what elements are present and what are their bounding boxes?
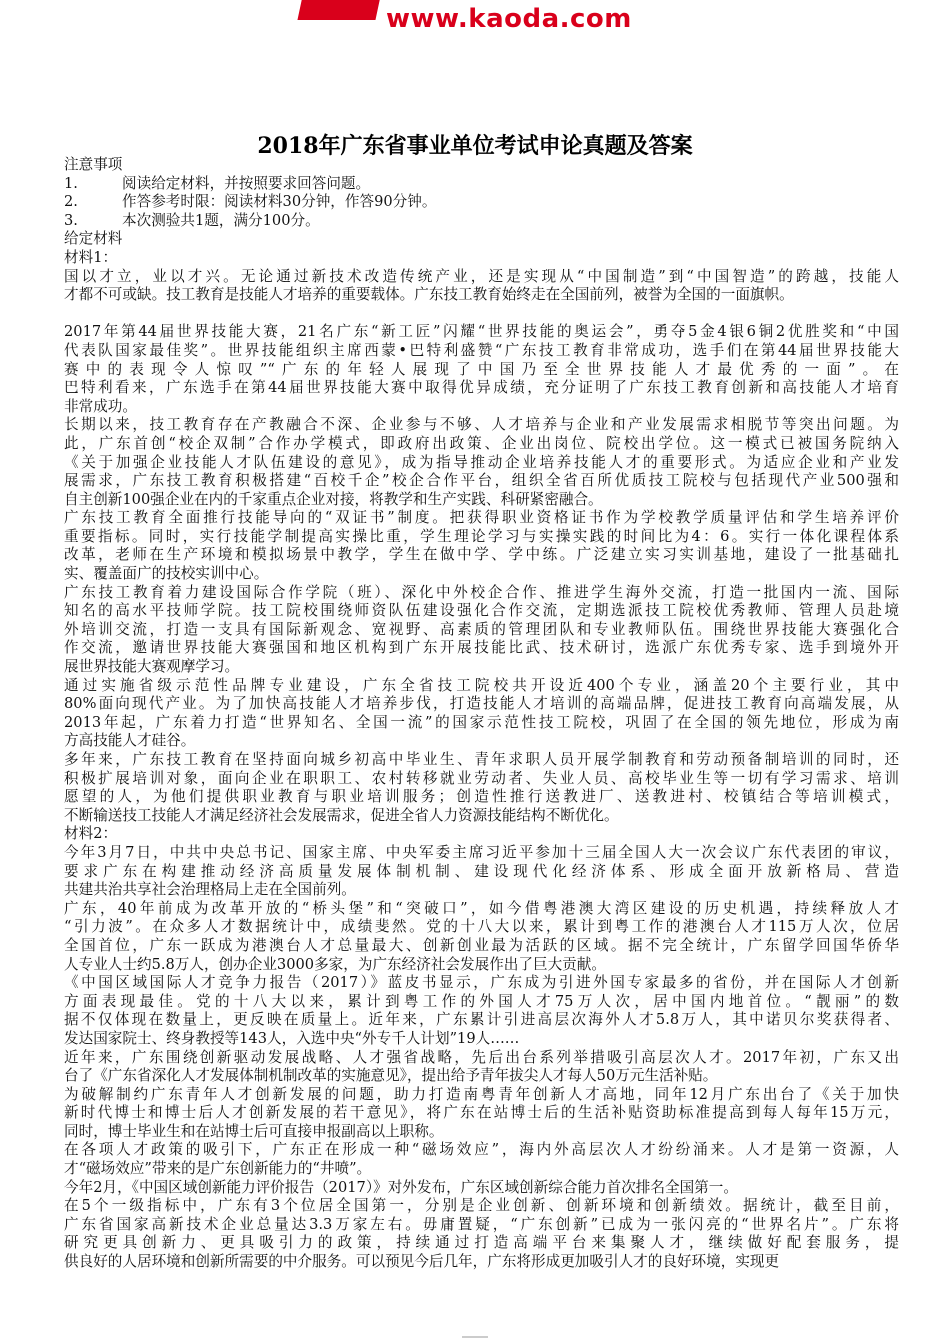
text-line: 才“磁场效应”带来的是广东创新能力的“井喷”。 xyxy=(64,1160,372,1178)
notice-item-number: 3. xyxy=(64,211,78,229)
text-line: 积极扩展培训对象，面向企业在职职工、农村转移就业劳动者、失业人员、高校毕业生等一切有学习需求、培训 xyxy=(64,769,899,787)
text-line: 广东技工教育着力建设国际合作学院（班）、深化中外校企合作、推进学生海外交流，打造一批国内一流、国际 xyxy=(64,583,899,601)
logo-mark xyxy=(297,0,380,20)
text-line: 人专业人士约5.8万人，创办企业3000多家，为广东经济社会发展作出了巨大贡献。 xyxy=(64,955,606,973)
text-line: 在各项人才政策的吸引下，广东正在形成一种“磁场效应”，海内外高层次人才纷纷涌来。人才是第一资源，人 xyxy=(64,1141,899,1159)
text-line: 要求广东在构建推动经济高质量发展体制机制、建设现代化经济体系、形成全面开放新格局、营造 xyxy=(64,862,899,880)
text-line: 改革，老师在生产环境和模拟场景中教学，学生在做中学、学中练。广泛建立实习实训基地，建设了一批基础扎 xyxy=(64,546,899,564)
text-line: 共建共治共享社会治理格局上走在全国前列。 xyxy=(64,881,356,899)
text-line: 非常成功。 xyxy=(64,397,137,415)
notice-heading: 注意事项 xyxy=(64,156,123,173)
text-line: 方高技能人才硅谷。 xyxy=(64,732,196,750)
m2-paragraph-8 xyxy=(64,1197,899,1271)
text-line: 《关于加强企业技能人才队伍建设的意见》，成为指导推动企业培养技能人才的重要形式。为适应企业和产业发 xyxy=(64,453,899,471)
m2-paragraph-3 xyxy=(64,974,899,1048)
notice-item-text: 作答参考时限：阅读材料30分钟，作答90分钟。 xyxy=(122,193,437,211)
text-line: 巴特利看来，广东选手在第44届世界技能大赛中取得优异成绩，充分证明了广东技工教育创新和高技能人才培育 xyxy=(64,379,899,397)
text-line: 实、覆盖面广的技校实训中心。 xyxy=(64,565,269,583)
text-line: 2013年起，广东着力打造“世界知名、全国一流”的国家示范性技工院校，巩固了在全国的领先地位，形成为南 xyxy=(64,713,899,731)
text-line: 展需求，广东技工教育积极搭建“百校千企”校企合作平台，组织全省百所优质技工院校与包括现代产业500强和 xyxy=(64,472,899,490)
page-footer-mark xyxy=(462,1336,488,1338)
text-line: 展世界技能大赛观摩学习。 xyxy=(64,658,240,676)
text-line: 发达国家院士、终身教授等143人，入选中央“外专千人计划”19人…… xyxy=(64,1029,520,1047)
m1-paragraph-3 xyxy=(64,416,899,509)
text-line: 方面表现最佳。党的十八大以来，累计到粤工作的外国人才75万人次，居中国内地首位。“靓丽”的数 xyxy=(64,992,899,1010)
m2-paragraph-6 xyxy=(64,1141,899,1178)
notice-item-number: 2. xyxy=(64,193,78,211)
text-line: “引力波”。在众多人才数据统计中，成绩斐然。党的十八大以来，累计到粤工作的港澳台人才115万人次，位居 xyxy=(64,918,899,936)
notice-item-text: 阅读给定材料，并按照要求回答问题。 xyxy=(122,174,371,192)
text-line: 外培训交流，打造一支具有国际新观念、宽视野、高素质的管理团队和专业教师队伍。围绕世界技能大赛强化合 xyxy=(64,620,899,638)
material-2-heading: 材料2： xyxy=(64,825,118,843)
text-line: 此，广东首创“校企双制”合作办学模式，即政府出政策、企业出岗位、院校出学位。这一模式已被国务院纳入 xyxy=(64,434,899,452)
text-line: 新时代博士和博士后人才创新发展的若干意见》，将广东在站博士后的生活补贴资助标准提高到每人每年15万元， xyxy=(64,1104,899,1122)
m1-paragraph-5 xyxy=(64,584,899,677)
text-line: 据不仅体现在数量上，更反映在质量上。近年来，广东累计引进高层次海外人才5.8万人，其中诺贝尔奖获得者、 xyxy=(64,1011,899,1029)
m1-paragraph-7 xyxy=(64,751,899,825)
text-line: 供良好的人居环境和创新所需要的中介服务。可以预见今后几年，广东将形成更加吸引人才的良好环境，实现更 xyxy=(64,1253,780,1271)
text-line: 全国首位，广东一跃成为港澳台人才总量最大、创新创业最为活跃的区域。据不完全统计，广东留学回国华侨华 xyxy=(64,936,899,954)
text-line: 不断输送技工技能人才满足经济社会发展需求，促进全省人力资源技能结构不断优化。 xyxy=(64,806,619,824)
paragraph-gap xyxy=(64,305,899,324)
text-line: 为破解制约广东青年人才创新发展的问题，助力打造南粤青年创新人才高地，同年12月广东出台了《关于加快 xyxy=(64,1085,899,1103)
notice-item xyxy=(64,212,899,231)
document-body xyxy=(64,156,899,1272)
notice-item-number: 1. xyxy=(64,174,78,192)
text-line: 《中国区域国际人才竞争力报告（2017）》蓝皮书显示，广东成为引进外国专家最多的省份，并在国际人才创新 xyxy=(64,974,899,992)
text-line: 赛中的表现令人惊叹”“广东的年轻人展现了中国乃至全世界技能人才最优秀的一面”。在 xyxy=(64,360,899,378)
text-line: 作交流，邀请世界技能大赛强国和地区机构到广东开展技能比武、技术研讨，选派广东优秀专家、选手到境外开 xyxy=(64,639,899,657)
text-line: 才都不可或缺。技工教育是技能人才培养的重要载体。广东技工教育始终走在全国前列，被誉为全国的一面旗帜。 xyxy=(64,286,794,304)
text-line: 广东省国家高新技术企业总量达3.3万家左右。毋庸置疑，“广东创新”已成为一张闪亮的“世界名片”。广东将 xyxy=(64,1215,899,1233)
m2-paragraph-4 xyxy=(64,1049,899,1086)
text-line: 在5个一级指标中，广东有3个位居全国第一，分别是企业创新、创新环境和创新绩效。据统计，截至目前， xyxy=(64,1197,899,1215)
text-line: 重要指标。同时，实行技能学制提高实操比重，学生理论学习与实操实践的时间比为4：6。实行一体化课程体系 xyxy=(64,527,899,545)
text-line: 今年3月7日，中共中央总书记、国家主席、中央军委主席习近平参加十三届全国人大一次会议广东代表团的审议， xyxy=(64,843,899,861)
text-line: 2017年第44届世界技能大赛，21名广东“新工匠”闪耀“世界技能的奥运会”，勇夺5金4银6铜2优胜奖和“中国 xyxy=(64,323,899,341)
text-line: 台了《广东省深化人才发展体制机制改革的实施意见》，提出给予青年拔尖人才每人50万元生活补贴。 xyxy=(64,1067,718,1085)
text-line: 研究更具创新力、更具吸引力的政策，持续通过打造高端平台来集聚人才，继续做好配套服务，提 xyxy=(64,1234,899,1252)
given-materials-heading: 给定材料 xyxy=(64,230,123,248)
text-line: 通过实施省级示范性品牌专业建设，广东全省技工院校共开设近400个专业，涵盖20个主要行业，其中 xyxy=(64,676,899,694)
text-line: 长期以来，技工教育存在产教融合不深、企业参与不够、人才培养与企业和产业发展需求相脱节等突出问题。为 xyxy=(64,416,899,434)
text-line: 自主创新100强企业在内的千家重点企业对接，将教学和生产实践、科研紧密融合。 xyxy=(64,490,603,508)
text-line: 80%面向现代产业。为了加快高技能人才培养步伐，打造技能人才培训的高端品牌，促进技工教育向高端发展，从 xyxy=(64,695,899,713)
material-1-heading: 材料1： xyxy=(64,248,118,266)
notice-item-text: 本次测验共1题，满分100分。 xyxy=(122,211,320,229)
text-line: 今年2月，《中国区域创新能力评价报告（2017）》对外发布，广东区域创新综合能力首次排名全国第一。 xyxy=(64,1178,738,1196)
m2-paragraph-1 xyxy=(64,844,899,900)
notice-item xyxy=(64,175,899,194)
m1-paragraph-1 xyxy=(64,268,899,305)
text-line: 代表队国家最佳奖”。世界技能组织主席西蒙•巴特利盛赞“广东技工教育非常成功，选手们在第44届世界技能大 xyxy=(64,341,899,359)
text-line: 广东，40年前成为改革开放的“桥头堡”和“突破口”，如今借粤港澳大湾区建设的历史机遇，持续释放人才 xyxy=(64,899,899,917)
m2-paragraph-7 xyxy=(64,1179,899,1198)
text-line: 知名的高水平技师学院。技工院校围绕师资队伍建设强化合作交流，定期选派技工院校优秀教师、管理人员赴境 xyxy=(64,602,899,620)
m1-paragraph-2 xyxy=(64,323,899,416)
site-logo-url[interactable]: www.kaoda.com xyxy=(386,4,632,34)
m2-paragraph-2 xyxy=(64,900,899,974)
text-line: 近年来，广东围绕创新驱动发展战略、人才强省战略，先后出台系列举措吸引高层次人才。2017年初，广东又出 xyxy=(64,1048,899,1066)
m2-paragraph-5 xyxy=(64,1086,899,1142)
m1-paragraph-4 xyxy=(64,509,899,583)
text-line: 广东技工教育全面推行技能导向的“双证书”制度。把获得职业资格证书作为学校教学质量评估和学生培养评价 xyxy=(64,509,899,527)
document-title: 2018年广东省事业单位考试申论真题及答案 xyxy=(257,133,693,159)
text-line: 同时，博士毕业生和在站博士后可直接申报副高以上职称。 xyxy=(64,1122,444,1140)
m1-paragraph-6 xyxy=(64,677,899,751)
notice-item xyxy=(64,193,899,212)
text-line: 国以才立，业以才兴。无论通过新技术改造传统产业，还是实现从“中国制造”到“中国智造”的跨越，技能人 xyxy=(64,267,899,285)
text-line: 多年来，广东技工教育在坚持面向城乡初高中毕业生、青年求职人员开展学制教育和劳动预备制培训的同时，还 xyxy=(64,751,899,768)
text-line: 愿望的人，为他们提供职业教育与职业培训服务；创造性推行送教进厂、送教进村、校镇结合等培训模式， xyxy=(64,788,899,806)
